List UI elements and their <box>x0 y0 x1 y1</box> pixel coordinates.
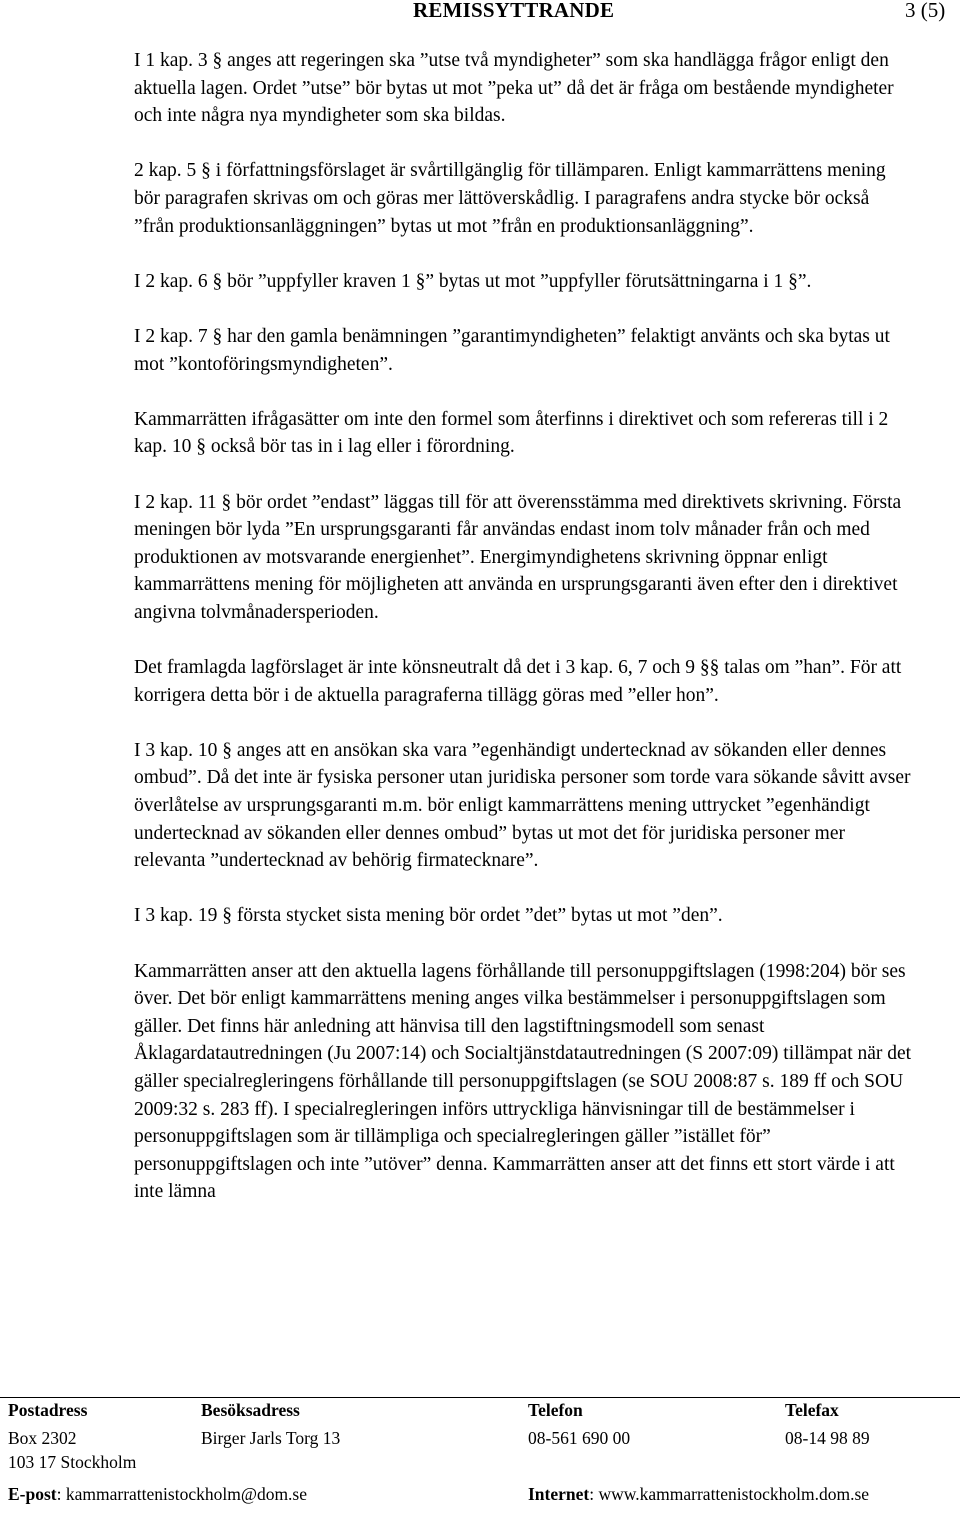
telefon-value: 08-561 690 00 <box>528 1428 631 1448</box>
paragraph-5: Kammarrätten ifrågasätter om inte den formel som återfinns i direktivet och som refereras till i 2 kap. 10 § också bör tas in i lag eller i förordning. <box>134 408 889 458</box>
internet-link[interactable]: www.kammarrattenistockholm.dom.se <box>598 1484 870 1504</box>
paragraph-9: I 3 kap. 19 § första stycket sista mening bör ordet ”det” bytas ut mot ”den”. <box>134 905 723 927</box>
page-number: 3 (5) <box>905 0 946 22</box>
paragraph-7: Det framlagda lagförslaget är inte könsneutralt då det i 3 kap. 6, 7 och 9 §§ talas om ”han”. För att korrigera detta bör i de aktuella paragraferna tillägg göras med ”eller hon”. <box>134 657 902 706</box>
paragraph-8: I 3 kap. 10 § anges att en ansökan ska vara ”egenhändigt undertecknad av sökanden eller dennes ombud”. Då det inte är fysiska personer utan juridiska personer som torde vara sökande såvitt avser överlåtelse av ursprungsgaranti m.m. bör enligt kammarrättens mening uttrycket ”egenhändigt undertecknad av sökanden eller dennes ombud” bytas ut mot det för juridiska personer mer relevanta ”undertecknad av behörig firmatecknare”. <box>134 739 911 872</box>
paragraph-3: I 2 kap. 6 § bör ”uppfyller kraven 1 §” bytas ut mot ”uppfyller förutsättningarna i 1 §”. <box>134 270 812 292</box>
telefon-label: Telefon <box>528 1400 583 1420</box>
telefax-label: Telefax <box>785 1400 839 1420</box>
internet-row <box>528 1484 869 1505</box>
postadress-label: Postadress <box>8 1400 88 1420</box>
besoksadress-label: Besöksadress <box>201 1400 300 1420</box>
document-title: REMISSYTTRANDE <box>413 0 615 22</box>
email-label: E-post <box>8 1484 57 1504</box>
paragraph-6: I 2 kap. 11 § bör ordet ”endast” läggas till för att överensstämma med direktivets skrivning. Första meningen bör lyda ”En ursprungsgaranti får användas endast inom tolv månader från och med produktionen av motsvarande energienhet”. Energimyndighetens skrivning öppnar enligt kammarrättens mening för möjligheten att använda en ursprungsgaranti även efter den i direktivet angivna tolvmånadersperioden. <box>134 491 902 623</box>
paragraph-10: Kammarrätten anser att den aktuella lagens förhållande till personuppgiftslagen (1998:204) bör ses över. Det bör enligt kammarrättens mening anges vilka bestämmelser i personuppgiftslagen som gäller. Det finns här anledning att hänvisa till den lagstiftningsmodell som senast Åklagardatautredningen (Ju 2007:14) och Socialtjänstdatautredningen (S 2007:09) tillämpat när det gäller specialregleringens förhållande till personuppgiftslagen (se SOU 2008:87 s. 189 ff och SOU 2009:32 s. 283 ff). I specialregleringen införs uttryckliga hänvisningar till de bestämmelser i personuppgiftslagen som är tillämpliga och specialregleringen gäller ”istället för” personuppgiftslagen och inte ”utöver” denna. Kammarrätten anser att det finns ett stort värde i att inte lämna <box>134 960 912 1203</box>
document-body <box>134 47 914 1234</box>
postadress-line2: 103 17 Stockholm <box>8 1452 137 1472</box>
internet-colon: : <box>589 1484 599 1504</box>
footer-divider <box>0 1397 960 1398</box>
postadress-line1: Box 2302 <box>8 1428 77 1448</box>
internet-label: Internet <box>528 1484 590 1504</box>
paragraph-4: I 2 kap. 7 § har den gamla benämningen ”garantimyndigheten” felaktigt använts och ska bytas ut mot ”kontoföringsmyndigheten”. <box>134 325 890 375</box>
besoksadress-value: Birger Jarls Torg 13 <box>201 1428 341 1448</box>
email-row <box>8 1484 307 1505</box>
telefax-value: 08-14 98 89 <box>785 1428 870 1448</box>
paragraph-1: I 1 kap. 3 § anges att regeringen ska ”utse två myndigheter” som ska handlägga frågor enligt den aktuella lagen. Ordet ”utse” bör bytas ut mot ”peka ut” då det är fråga om bestående myndigheter och inte några nya myndigheter som ska bildas. <box>134 50 894 127</box>
email-link[interactable]: kammarrattenistockholm@dom.se <box>65 1484 308 1504</box>
email-colon: : <box>56 1484 66 1504</box>
paragraph-2: 2 kap. 5 § i författningsförslaget är svårtillgänglig för tillämparen. Enligt kammarrättens mening bör paragrafen skrivas om och göras mer lättöverskådlig. I paragrafens andra stycke bör också ”från produktionsanläggningen” bytas ut mot ”från en produktionsanläggning”. <box>134 160 886 237</box>
